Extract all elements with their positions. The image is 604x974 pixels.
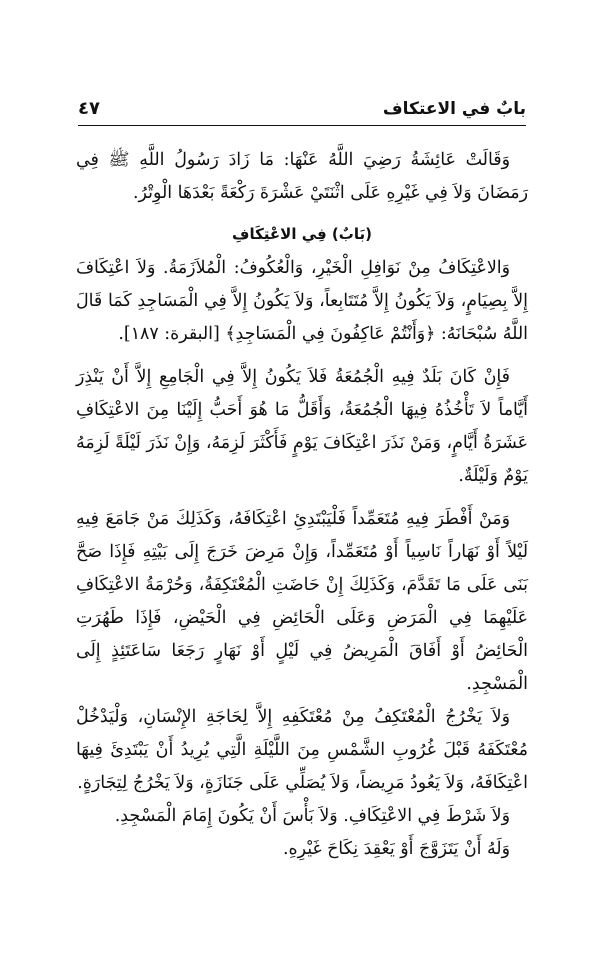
page-number: ٤٧ xyxy=(78,98,100,119)
paragraph-breaking-fast: وَمَنْ أَفْطَرَ فِيهِ مُتَعَمِّداً فَلْيَبْتَدِئِ اعْتِكَافَهُ، وَكَذَلِكَ مَنْ جَامَعَ فِيهِ لَيْلاً أَوْ نَهَاراً نَاسِياً أَوْ مُتَعَمِّداً، وَإِنْ مَرِضَ خَرَجَ إِلَى بَيْتِهِ فَإِذَا صَحَّ بَنَى عَلَى مَا تَقَدَّمَ، وَكَذَلِكَ إِنْ حَاضَتِ الْمُعْتَكِفَةُ، وَحُرْمَةُ الاعْتِكَافِ عَلَيْهِمَا فِي الْمَرَضِ وَعَلَى الْحَائِضِ فِي الْحَيْضِ، فَإِذَا طَهُرَتِ الْحَائِضُ أَوْ أَفَاقَ الْمَرِيضُ فِي لَيْلٍ أَوْ نَهَارٍ رَجَعَا سَاعَتَئِذٍ إِلَى الْمَسْجِدِ. xyxy=(76,509,528,694)
paragraph-marriage: وَلَهُ أَنْ يَتَزَوَّجَ أَوْ يَعْقِدَ نِكَاحَ غَيْرِهِ. xyxy=(282,839,510,859)
paragraph-friday-mosque: فَإِنْ كَانَ بَلَدٌ فِيهِ الْجُمُعَةُ فَلاَ يَكُونُ إِلاَّ فِي الْجَامِعِ إِلاَّ أَنْ يَنْذِرَ أَيَّاماً لاَ تَأْخُذُهُ فِيهَا الْجُمُعَةُ، وَأَقَلُّ مَا هُوَ أَحَبُّ إِلَيْنَا مِنَ الاعْتِكَافِ عَشَرَةُ أَيَّامٍ، وَمَنْ نَذَرَ اعْتِكَافَ يَوْمٍ فَأَكْثَرَ لَزِمَهُ، وَإِنْ نَذَرَ لَيْلَةً لَزِمَهُ يَوْمٌ وَلَيْلَةٌ. xyxy=(76,367,528,486)
section-heading: (بَابٌ) فِي الاعْتِكَافِ xyxy=(232,225,372,243)
paragraph-definition: وَالاعْتِكَافُ مِنْ نَوَافِلِ الْخَيْرِ، وَالْعُكُوفُ: الْمُلاَزَمَةُ. وَلاَ اعْتِكَافَ إِلاَّ بِصِيَامٍ، وَلاَ يَكُونُ إِلاَّ مُتَتَابِعاً، وَلاَ يَكُونُ إِلاَّ فِي الْمَسَاجِدِ كَمَا قَالَ اللَّهُ سُبْحَانَهُ: ﴿وَأَنْتُمْ عَاكِفُونَ فِي الْمَسَاجِدِ﴾ [البقرة: ١٨٧]. xyxy=(76,258,528,344)
paragraph-no-condition: وَلاَ شَرْطَ فِي الاعْتِكَافِ. وَلاَ بَأْسَ أَنْ يَكُونَ إِمَامَ الْمَسْجِدِ. xyxy=(114,806,510,826)
running-title: بابٌ في الاعتكاف xyxy=(382,99,526,119)
page-body xyxy=(76,144,528,866)
page-header xyxy=(78,92,526,120)
intro-paragraph: وَقَالَتْ عَائِشَةُ رَضِيَ اللَّهُ عَنْهَا: مَا زَادَ رَسُولُ اللَّهِ ﷺ فِي رَمَضَانَ وَلاَ فِي غَيْرِهِ عَلَى اثْنَتَيْ عَشْرَةَ رَكْعَةً بَعْدَهَا الْوِتْرُ. xyxy=(76,150,528,203)
header-rule xyxy=(78,125,526,126)
paragraph-leaving-mosque: وَلاَ يَخْرُجُ الْمُعْتَكِفُ مِنْ مُعْتَكَفِهِ إِلاَّ لِحَاجَةِ الإِنْسَانِ، وَلْيَدْخُلْ مُعْتَكَفَهُ قَبْلَ غُرُوبِ الشَّمْسِ مِنَ اللَّيْلَةِ الَّتِي يُرِيدُ أَنْ يَبْتَدِئَ فِيهَا اعْتِكَافَهُ، وَلاَ يَعُودُ مَرِيضاً، وَلاَ يُصَلِّي عَلَى جَنَازَةٍ، وَلاَ يَخْرُجُ لِتِجَارَةٍ. xyxy=(76,707,528,793)
